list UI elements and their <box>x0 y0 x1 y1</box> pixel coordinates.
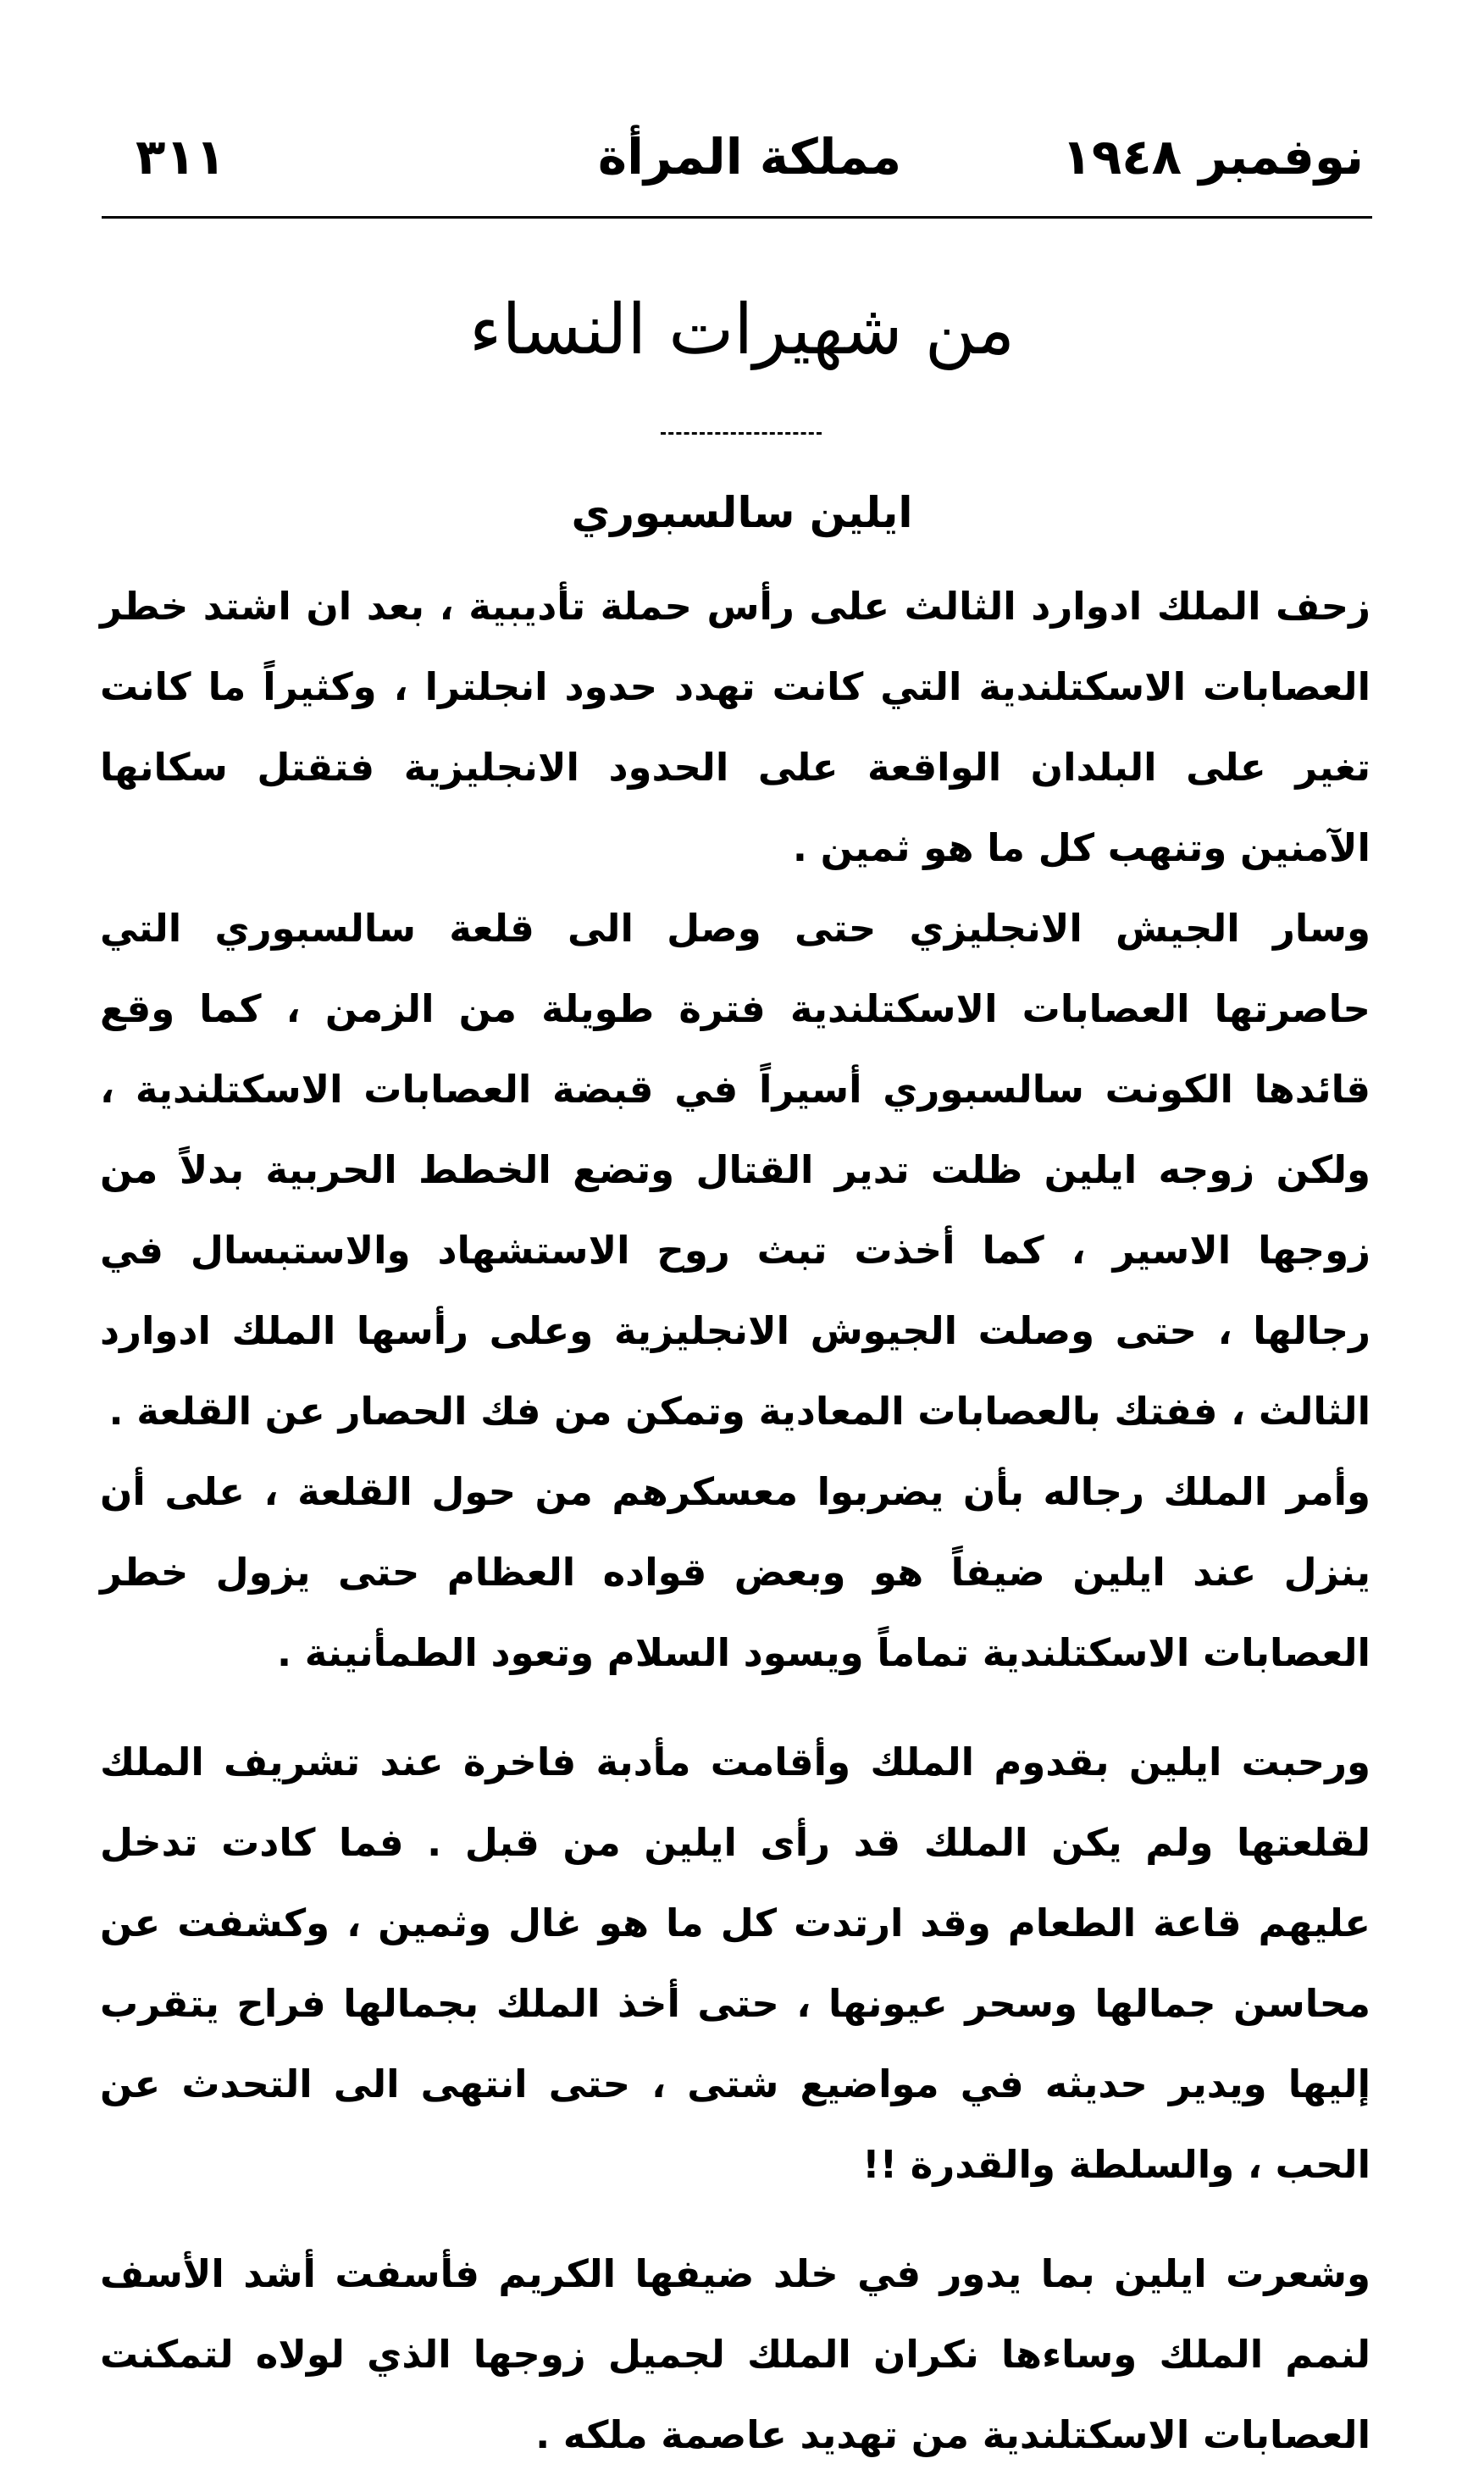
article-body <box>100 566 1370 2475</box>
title-separator <box>661 432 822 435</box>
article-section-title: من شهيرات النساء <box>468 290 1016 370</box>
page-number: ٣١١ <box>136 128 226 186</box>
issue-date: نوفمبر ١٩٤٨ <box>1061 128 1364 186</box>
magazine-title: مملكة المرأة <box>597 128 902 186</box>
paragraph-5: وشعرت ايلين بما يدور في خلد ضيفها الكريم فأسفت أشد الأسف لنمم الملك وساءها نكران الملك لجميل زوجها الذي لولاه لتمكنت العصابات الاسكتلندية من تهديد عاصمة ملكه . <box>100 2251 1370 2457</box>
paragraph-1: زحف الملك ادوارد الثالث على رأس حملة تأديبية ، بعد ان اشتد خطر العصابات الاسكتلندية التي كانت تهدد حدود انجلترا ، وكثيراً ما كانت تغير على البلدان الواقعة على الحدود الانجليزية فتقتل سكانها الآمنين وتنهب كل ما هو ثمين . <box>100 584 1370 870</box>
paragraph-4: ورحبت ايلين بقدوم الملك وأقامت مأدبة فاخرة عند تشريف الملك لقلعتها ولم يكن الملك قد رأى ايلين من قبل . فما كادت تدخل عليهم قاعة الطعام وقد ارتدت كل ما هو غال وثمين ، وكشفت عن محاسن جمالها وسحر عيونها ، حتى أخذ الملك بجمالها فراح يتقرب إليها ويدير حديثه في مواضيع شتى ، حتى انتهى الى التحدث عن الحب ، والسلطة والقدرة !! <box>100 1740 1370 2187</box>
running-header <box>136 123 1364 191</box>
paragraph-2: وسار الجيش الانجليزي حتى وصل الى قلعة سالسبوري التي حاصرتها العصابات الاسكتلندية فترة طويلة من الزمن ، كما وقع قائدها الكونت سالسبوري أسيراً في قبضة العصابات الاسكتلندية ، ولكن زوجه ايلين ظلت تدير القتال وتضع الخطط الحربية بدلاً من زوجها الاسير ، كما أخذت تبث روح الاستشهاد والاستبسال في رجالها ، حتى وصلت الجيوش الانجليزية وعلى رأسها الملك ادوارد الثالث ، ففتك بالعصابات المعادية وتمكن من فك الحصار عن القلعة . <box>100 906 1370 1434</box>
article-subtitle: ايلين سالسبوري <box>571 488 913 537</box>
header-divider <box>102 216 1372 219</box>
paragraph-3: وأمر الملك رجاله بأن يضربوا معسكرهم من حول القلعة ، على أن ينزل عند ايلين ضيفاً هو وبعض قواده العظام حتى يزول خطر العصابات الاسكتلندية تماماً ويسود السلام وتعود الطمأنينة . <box>100 1469 1370 1675</box>
